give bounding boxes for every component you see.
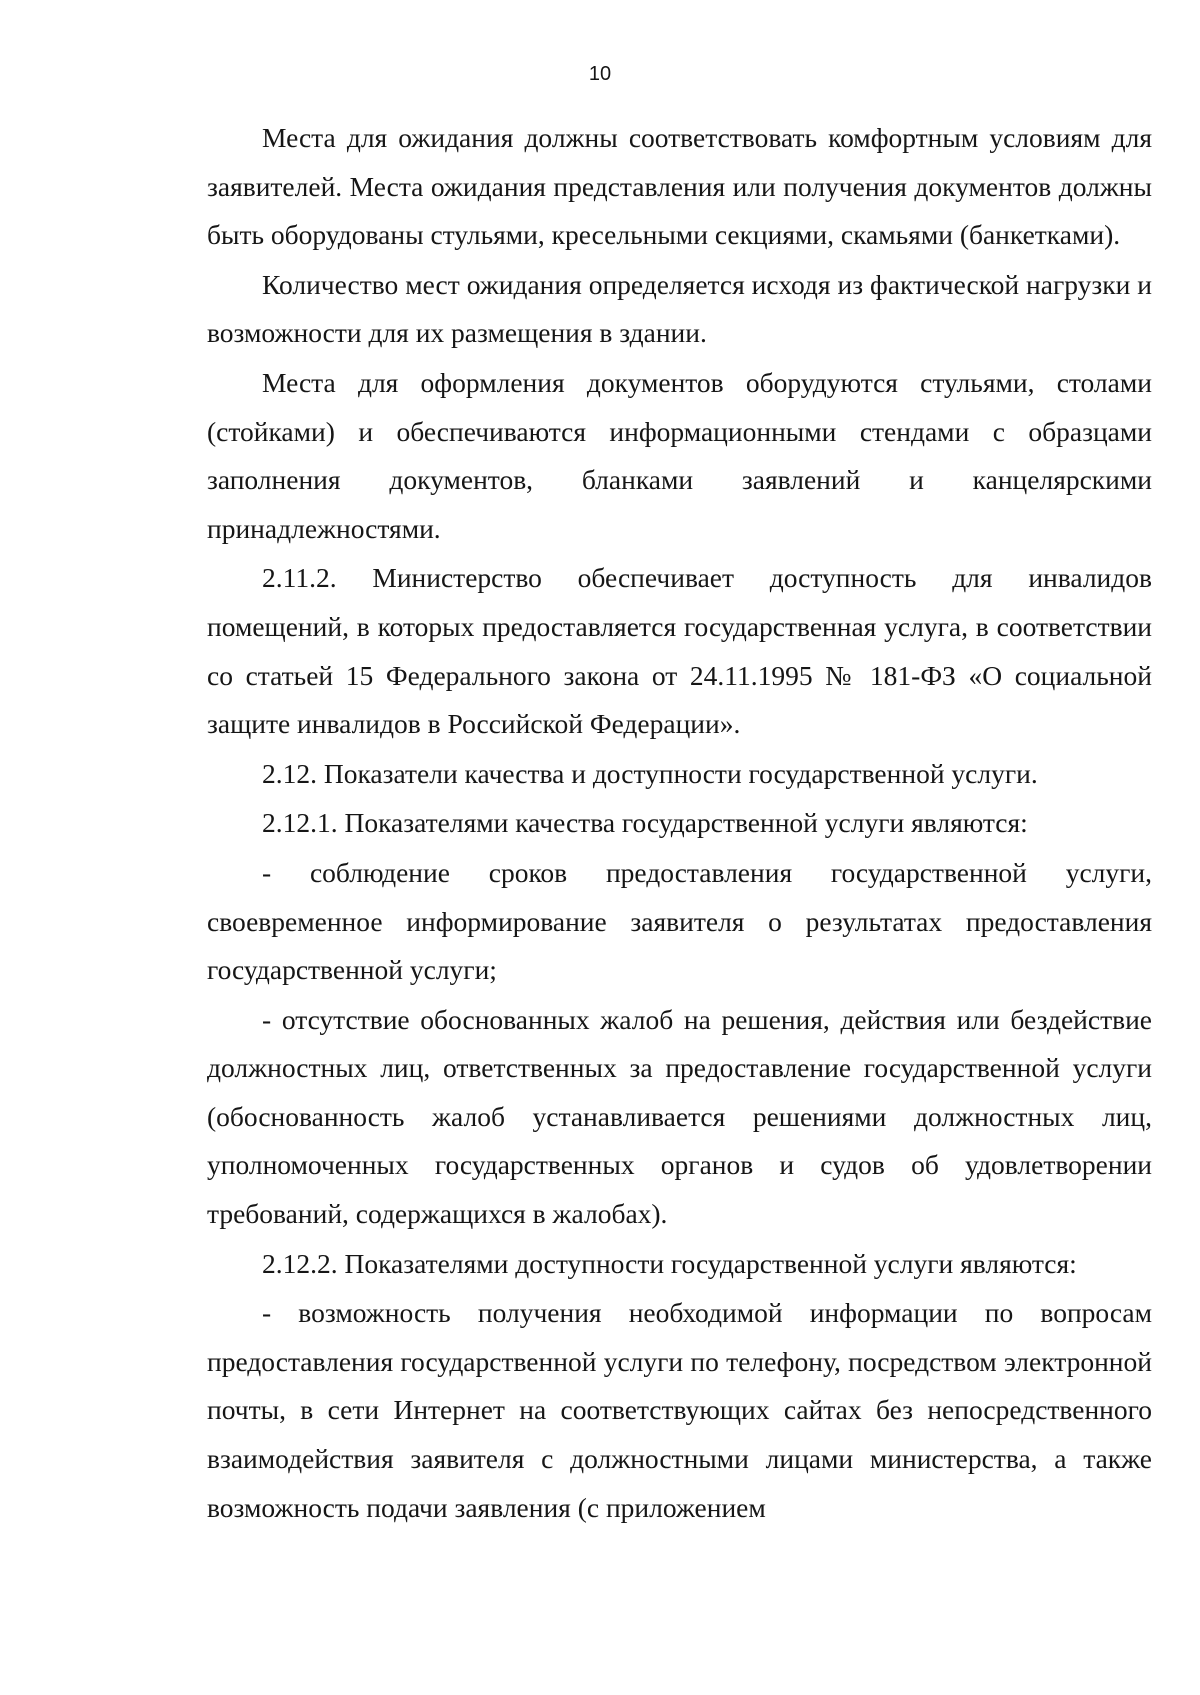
list-item-complaints: - отсутствие обоснованных жалоб на решения, действия или бездействие должностных лиц, ответственных за предоставление государственной услуги (обоснованность жалоб устанавливается решениями должностных лиц, уполномоченных государственных органов и судов об удовлетворении требований, содержащихся в жалобах). [207, 1003, 1152, 1230]
page-number: 10 [588, 63, 612, 85]
paragraph-2-11-2: 2.11.2. Министерство обеспечивает доступность для инвалидов помещений, в которых предоставляется государственная услуга, в соответствии со статьей 15 Федерального закона от 24.11.1995 № 181-ФЗ «О социальной защите инвалидов в Российской Федерации». [207, 562, 1152, 740]
paragraph-2-12-1: 2.12.1. Показателями качества государственной услуги являются: [262, 807, 1028, 839]
document-body [207, 114, 1152, 1532]
paragraph-2-12: 2.12. Показатели качества и доступности государственной услуги. [262, 757, 1038, 789]
paragraph-document-places: Места для оформления документов оборудуются стульями, столами (стойками) и обеспечиваются информационными стендами с образцами заполнения документов, бланками заявлений и канцелярскими принадлежностями. [207, 366, 1152, 544]
list-item-information-access: - возможность получения необходимой информации по вопросам предоставления государственной услуги по телефону, посредством электронной почты, в сети Интернет на соответствующих сайтах без непосредственного взаимодействия заявителя с должностными лицами министерства, а также возможность подачи заявления (с приложением [207, 1297, 1152, 1523]
paragraph-2-12-2: 2.12.2. Показателями доступности государственной услуги являются: [262, 1247, 1077, 1279]
paragraph-waiting-count: Количество мест ожидания определяется исходя из фактической нагрузки и возможности для их размещения в здании. [207, 268, 1152, 349]
list-item-deadlines: - соблюдение сроков предоставления государственной услуги, своевременное информирование заявителя о результатах предоставления государственной услуги; [207, 856, 1152, 986]
paragraph-waiting-places: Места для ожидания должны соответствовать комфортным условиям для заявителей. Места ожидания представления или получения документов должны быть оборудованы стульями, кресельными секциями, скамьями (банкетками). [207, 122, 1152, 251]
